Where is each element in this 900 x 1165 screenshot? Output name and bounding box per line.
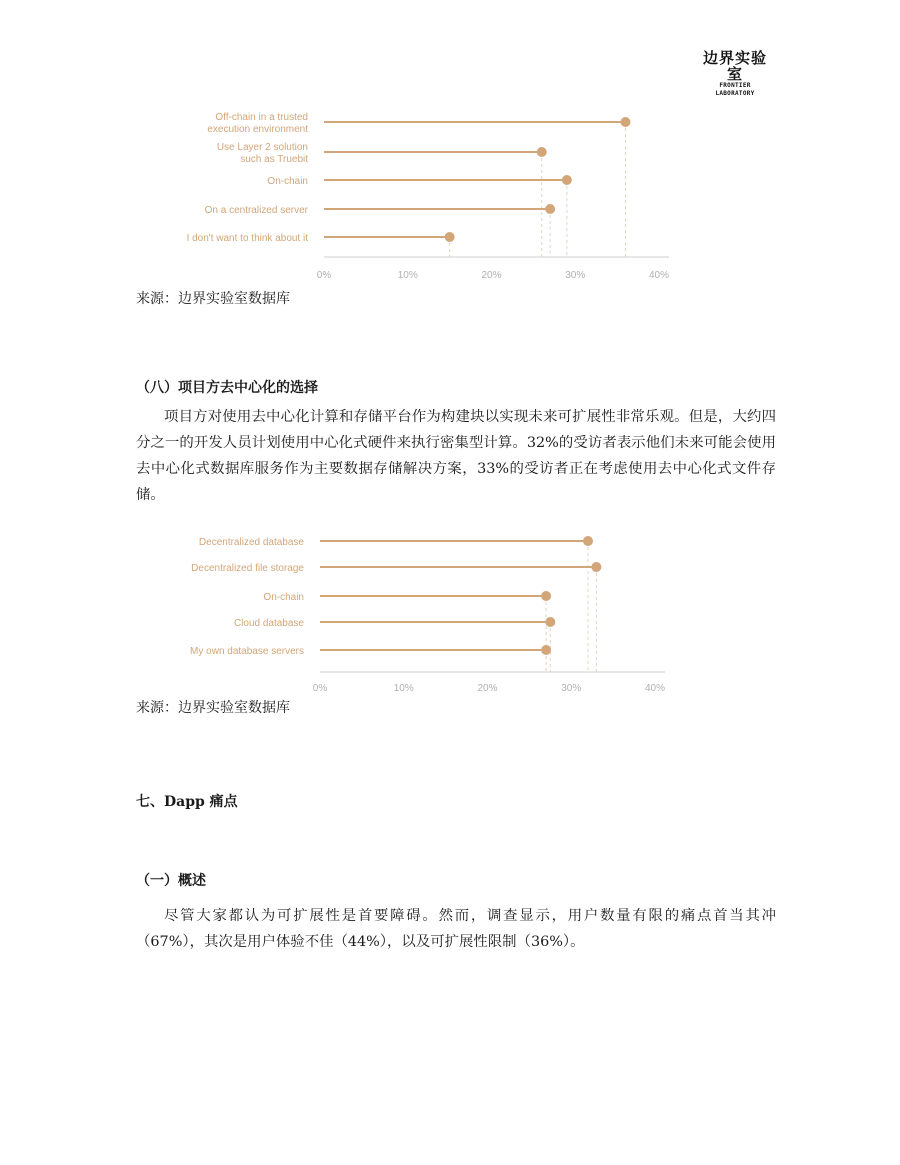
lollipop-dot [562, 175, 572, 185]
x-tick-label: 40% [648, 270, 670, 281]
logo-subtitle: FRONTIER LABORATORY [715, 82, 755, 97]
category-label: Decentralized database [198, 537, 304, 548]
category-label: On a centralized server [204, 205, 308, 216]
x-tick-label: 30% [565, 270, 586, 281]
chapter-7-heading: 七、Dapp 痛点 [136, 794, 238, 810]
lollipop-dot [545, 617, 555, 627]
category-label: On-chain [263, 592, 304, 603]
lollipop-dot [541, 645, 551, 655]
chart-storage [0, 520, 900, 700]
x-tick-label: 10% [397, 270, 418, 281]
x-tick-label: 20% [481, 270, 502, 281]
x-tick-label: 20% [477, 683, 498, 694]
chart-computation [0, 100, 900, 285]
section-8-paragraph: 项目方对使用去中心化计算和存储平台作为构建块以实现未来可扩展性非常乐观。但是，大约四分之一的开发人员计划使用中心化式硬件来执行密集型计算。32%的受访者表示他们未来可能会使用去中心化式数据库服务作为主要数据存储解决方案，33%的受访者正在考虑使用去中心化式文件存储。 [136, 409, 776, 503]
lollipop-dot [583, 536, 593, 546]
x-tick-label: 10% [393, 683, 414, 694]
logo-title: 边界实验室 [702, 49, 767, 83]
section-8-heading: （八）项目方去中心化的选择 [136, 380, 318, 396]
lollipop-dot [541, 591, 551, 601]
lollipop-dot [591, 562, 601, 572]
x-tick-label: 0% [316, 270, 332, 281]
x-tick-label: 40% [644, 683, 666, 694]
category-label: such as Truebit [240, 154, 308, 165]
x-tick-label: 0% [312, 683, 328, 694]
lollipop-dot [545, 204, 555, 214]
source-note-1: 来源：边界实验室数据库 [136, 291, 290, 307]
category-label: Use Layer 2 solution [216, 142, 308, 153]
x-tick-label: 30% [561, 683, 582, 694]
category-label: Off-chain in a trusted [215, 112, 308, 123]
lollipop-dot [621, 117, 631, 127]
section-1-paragraph: 尽管大家都认为可扩展性是首要障碍。然而，调查显示，用户数量有限的痛点首当其冲（67%），其次是用户体验不佳（44%），以及可扩展性限制（36%）。 [136, 908, 776, 950]
lollipop-dot [537, 147, 547, 157]
lollipop-dot [445, 232, 455, 242]
category-label: execution environment [207, 124, 308, 135]
category-label: Decentralized file storage [191, 563, 304, 574]
category-label: I don't want to think about it [186, 233, 308, 244]
chart-computation-svg [0, 100, 900, 285]
section-1-heading: （一）概述 [136, 873, 206, 889]
category-label: Cloud database [233, 618, 304, 629]
brand-logo [700, 50, 770, 98]
category-label: My own database servers [190, 646, 304, 657]
chart-storage-svg [0, 520, 900, 700]
source-note-2: 来源：边界实验室数据库 [136, 700, 290, 716]
category-label: On-chain [267, 176, 308, 187]
